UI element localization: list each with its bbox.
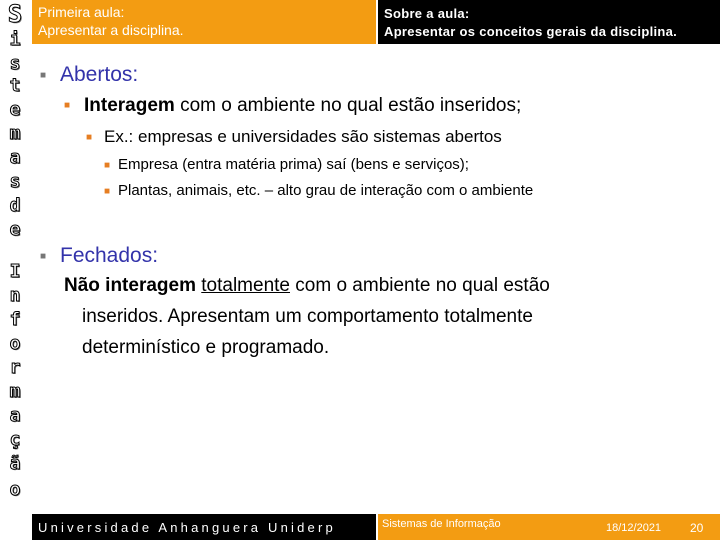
- fechados-para-line2: inseridos. Apresentam um comportamento totalmente: [82, 306, 533, 327]
- footer-info-bar: [378, 514, 720, 540]
- footer-university-bar: [32, 514, 376, 540]
- fechados-rest1: com o ambiente no qual estão: [290, 275, 550, 296]
- footer-date: 18/12/2021: [606, 522, 662, 534]
- fechados-underlined: totalmente: [201, 275, 290, 296]
- side-letter: i: [9, 29, 21, 50]
- abertos-heading: Abertos:: [60, 63, 139, 86]
- side-letter: r: [9, 357, 21, 378]
- side-letter: a: [9, 405, 21, 426]
- bullet-icon: ■: [64, 100, 71, 111]
- side-letter: e: [9, 219, 21, 240]
- bullet-icon: ■: [86, 132, 93, 143]
- header-right-panel: [378, 0, 720, 44]
- header-left-line1: Primeira aula:: [38, 4, 125, 20]
- side-letter: ã: [9, 453, 21, 474]
- bullet-icon: ■: [40, 70, 47, 81]
- side-letter: f: [9, 309, 21, 330]
- side-letter: e: [9, 99, 21, 120]
- fechados-para-line1: [64, 272, 550, 299]
- footer-university: Universidade Anhanguera Uniderp: [38, 520, 336, 535]
- abertos-example: Ex.: empresas e universidades são sistemas abertos: [104, 127, 502, 146]
- side-letter: t: [9, 75, 21, 96]
- bullet-icon: ■: [40, 251, 47, 262]
- bullet-icon: ■: [104, 186, 111, 197]
- side-letter: s: [9, 171, 21, 192]
- header-right-line1: Sobre a aula:: [384, 6, 470, 21]
- header-left-line2: Apresentar a disciplina.: [38, 22, 184, 38]
- side-letter: o: [9, 333, 21, 354]
- fechados-bold: Não interagem: [64, 275, 196, 296]
- footer-page-number: 20: [690, 521, 704, 535]
- side-letter: s: [9, 53, 21, 74]
- side-letter: S: [7, 0, 23, 28]
- side-letter: d: [9, 195, 21, 216]
- side-letter: o: [9, 479, 21, 500]
- fechados-heading: Fechados:: [60, 244, 159, 267]
- header-left-panel: [32, 0, 376, 44]
- side-letter: a: [9, 147, 21, 168]
- side-letter: m: [9, 381, 21, 402]
- fechados-para-line3: determinístico e programado.: [82, 337, 330, 358]
- abertos-line2: [84, 95, 521, 117]
- bullet-icon: ■: [104, 160, 111, 171]
- abertos-example-a: Empresa (entra matéria prima) saí (bens e serviços);: [118, 156, 469, 173]
- footer-course: Sistemas de Informação: [382, 518, 501, 530]
- side-letter: I: [9, 261, 21, 282]
- side-letter: m: [9, 123, 21, 144]
- abertos-line2-bold: Interagem: [84, 95, 175, 116]
- side-title: [0, 0, 30, 510]
- side-letter: n: [9, 285, 21, 306]
- abertos-line2-rest: com o ambiente no qual estão inseridos;: [174, 95, 522, 116]
- header-right-line2: Apresentar os conceitos gerais da disciplina.: [384, 24, 678, 39]
- side-letter: ç: [9, 429, 21, 450]
- abertos-example-b: Plantas, animais, etc. – alto grau de interação com o ambiente: [118, 182, 534, 199]
